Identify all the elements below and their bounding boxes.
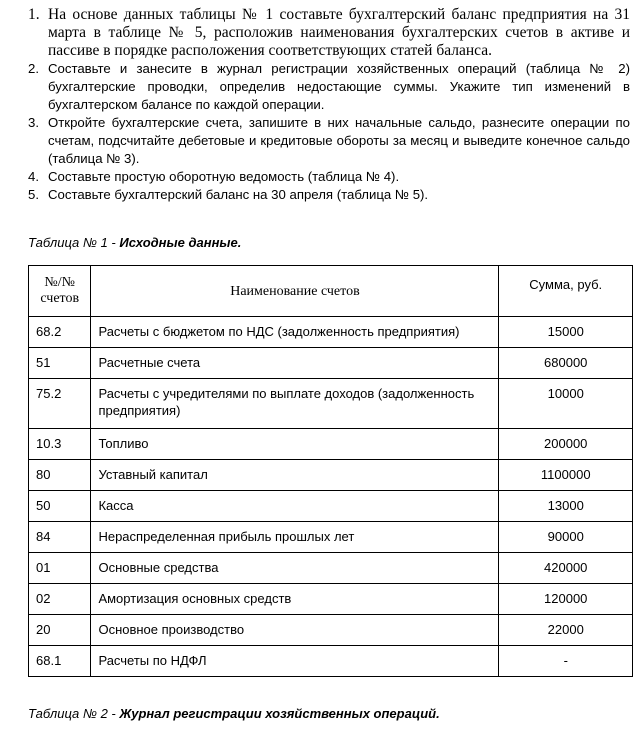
account-name-cell: Топливо xyxy=(91,429,499,460)
header-account-name: Наименование счетов xyxy=(91,266,499,317)
account-number-cell: 02 xyxy=(29,584,91,615)
account-name-cell: Уставный капитал xyxy=(91,460,499,491)
task-text: Откройте бухгалтерские счета, запишите в них начальные сальдо, разнесите операции по счетам, подсчитайте дебетовые и кредитовые обороты за месяц и выведите конечное сальдо (таблица № 3). xyxy=(48,115,630,166)
task-item xyxy=(8,168,630,186)
table-row xyxy=(29,460,633,491)
amount-cell: 420000 xyxy=(499,553,633,584)
task-text: Составьте простую оборотную ведомость (таблица № 4). xyxy=(48,169,400,184)
account-name-cell: Расчеты по НДФЛ xyxy=(91,646,499,677)
table1-caption-title: Исходные данные. xyxy=(119,235,242,250)
account-number-cell: 51 xyxy=(29,348,91,379)
amount-cell: 15000 xyxy=(499,317,633,348)
table2-caption-title: Журнал регистрации хозяйственных операций. xyxy=(119,706,440,721)
table2-caption xyxy=(28,706,440,721)
account-name-cell: Амортизация основных средств xyxy=(91,584,499,615)
amount-cell: 680000 xyxy=(499,348,633,379)
amount-cell: - xyxy=(499,646,633,677)
header-account-number: №/№ счетов xyxy=(29,266,91,317)
table-row xyxy=(29,348,633,379)
table-row xyxy=(29,522,633,553)
amount-cell: 1100000 xyxy=(499,460,633,491)
table-row xyxy=(29,584,633,615)
account-name-cell: Основное производство xyxy=(91,615,499,646)
task-text: На основе данных таблицы № 1 составьте бухгалтерский баланс предприятия на 31 марта в таблице № 5, расположив наименования бухгалтерских счетов в активе и пассиве в порядке расположения соответствующих статей баланса. xyxy=(48,6,630,59)
task-list xyxy=(8,6,630,204)
table-row xyxy=(29,615,633,646)
task-number: 4. xyxy=(28,169,39,184)
table-row xyxy=(29,646,633,677)
amount-cell: 10000 xyxy=(499,379,633,429)
account-name-cell: Расчеты с учредителями по выплате доходов (задолженность предприятия) xyxy=(91,379,499,429)
account-number-cell: 75.2 xyxy=(29,379,91,429)
header-amount: Сумма, руб. xyxy=(499,266,633,317)
account-name-cell: Касса xyxy=(91,491,499,522)
account-number-cell: 68.2 xyxy=(29,317,91,348)
account-name-cell: Нераспределенная прибыль прошлых лет xyxy=(91,522,499,553)
task-item xyxy=(8,6,630,60)
account-name-cell: Расчеты с бюджетом по НДС (задолженность предприятия) xyxy=(91,317,499,348)
amount-cell: 120000 xyxy=(499,584,633,615)
amount-cell: 90000 xyxy=(499,522,633,553)
account-number-cell: 10.3 xyxy=(29,429,91,460)
table1-caption xyxy=(28,235,241,250)
account-number-cell: 20 xyxy=(29,615,91,646)
account-number-cell: 80 xyxy=(29,460,91,491)
account-number-cell: 50 xyxy=(29,491,91,522)
table1-caption-prefix: Таблица № 1 - xyxy=(28,235,120,250)
table-row xyxy=(29,379,633,429)
table-row xyxy=(29,317,633,348)
amount-cell: 22000 xyxy=(499,615,633,646)
account-number-cell: 84 xyxy=(29,522,91,553)
task-item xyxy=(8,60,630,114)
amount-cell: 13000 xyxy=(499,491,633,522)
task-number: 2. xyxy=(28,61,39,76)
task-number: 5. xyxy=(28,187,39,202)
table-row xyxy=(29,429,633,460)
account-number-cell: 01 xyxy=(29,553,91,584)
task-item xyxy=(8,114,630,168)
account-name-cell: Основные средства xyxy=(91,553,499,584)
table-row xyxy=(29,491,633,522)
source-data-table xyxy=(28,265,633,677)
table-row xyxy=(29,553,633,584)
table-header-row xyxy=(29,266,633,317)
task-text: Составьте бухгалтерский баланс на 30 апреля (таблица № 5). xyxy=(48,187,429,202)
task-item xyxy=(8,186,630,204)
amount-cell: 200000 xyxy=(499,429,633,460)
account-number-cell: 68.1 xyxy=(29,646,91,677)
account-name-cell: Расчетные счета xyxy=(91,348,499,379)
table2-caption-prefix: Таблица № 2 - xyxy=(28,706,120,721)
task-number: 3. xyxy=(28,115,39,130)
task-text: Составьте и занесите в журнал регистрации хозяйственных операций (таблица № 2) бухгалтерские проводки, определив недостающие суммы. Укажите тип изменений в бухгалтерском балансе по каждой операции. xyxy=(48,61,630,112)
task-number: 1. xyxy=(28,6,40,23)
